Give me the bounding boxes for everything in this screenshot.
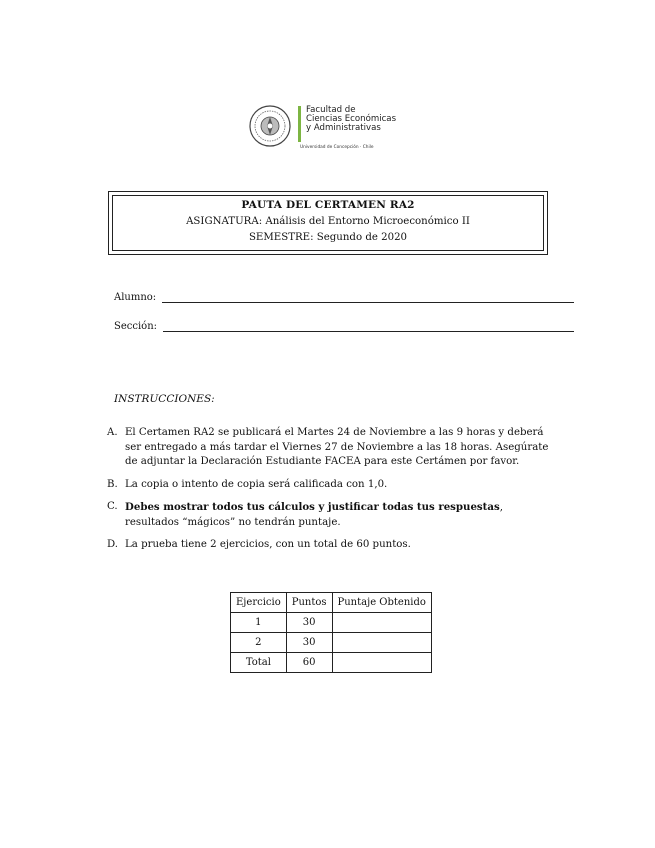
table-cell: 1 [231,613,287,633]
instruction-text: El Certamen RA2 se publicará el Martes 24 de Noviembre a las 9 horas y deberá ser entregado a más tardar el Viernes 27 de Noviembre a las 18 horas. Asegúrate de adjuntar la Declaración Estudiante FACEA para este Certámen por favor. [125,427,549,467]
instructions-heading: INSTRUCCIONES: [114,393,215,405]
instruction-text: La prueba tiene 2 ejercicios, con un total de 60 puntos. [125,539,411,550]
student-name-label: Alumno: [114,292,157,303]
logo-line-3: y Administrativas [306,123,381,134]
score-table [230,592,432,673]
student-name-field[interactable] [114,292,574,303]
instruction-item [107,478,559,493]
instruction-marker: C. [107,501,118,512]
table-header-cell: Puntos [286,593,332,613]
table-cell: 30 [286,633,332,653]
instruction-marker: A. [107,427,118,438]
instruction-item [107,500,559,530]
instruction-text [125,500,559,530]
table-cell: 60 [286,653,332,673]
instruction-marker: B. [107,478,118,490]
university-seal-icon [248,104,292,148]
exam-header-inner [112,195,544,251]
logo-line-2: Ciencias Económicas [306,114,397,125]
instructions-list [107,426,559,561]
score-cell[interactable] [332,633,431,653]
instruction-rest-text: , resultados “mágicos” no tendrán puntaje. [125,502,503,528]
logo-accent-bar [298,106,301,142]
table-header-cell: Puntaje Obtenido [332,593,431,613]
table-header-cell: Ejercicio [231,593,287,613]
instruction-item [107,426,559,470]
exam-subject: ASIGNATURA: Análisis del Entorno Microeconómico II [186,216,470,227]
section-label: Sección: [114,321,157,332]
faculty-logo [248,102,413,154]
table-cell: 2 [231,633,287,653]
instruction-text: La copia o intento de copia será calificada con 1,0. [125,478,388,490]
table-header-row [231,593,432,613]
instruction-marker: D. [107,539,119,550]
logo-faculty-name [306,106,396,134]
table-cell: Total [231,653,287,673]
exam-header-box [108,191,548,255]
logo-line-1: Facultad de [306,105,356,115]
section-field[interactable] [114,321,574,332]
logo-subtitle: Universidad de Concepción · Chile [300,145,374,150]
table-cell: 30 [286,613,332,633]
table-row [231,613,432,633]
exam-title: PAUTA DEL CERTAMEN RA2 [241,199,415,211]
instruction-bold-text: Debes mostrar todos tus cálculos y justificar todas tus respuestas [125,501,500,513]
section-line[interactable] [163,321,574,332]
score-cell[interactable] [332,613,431,633]
table-row [231,633,432,653]
instruction-item [107,538,559,553]
exam-semester: SEMESTRE: Segundo de 2020 [248,232,408,243]
table-row [231,653,432,673]
score-cell[interactable] [332,653,431,673]
student-name-line[interactable] [162,292,574,303]
